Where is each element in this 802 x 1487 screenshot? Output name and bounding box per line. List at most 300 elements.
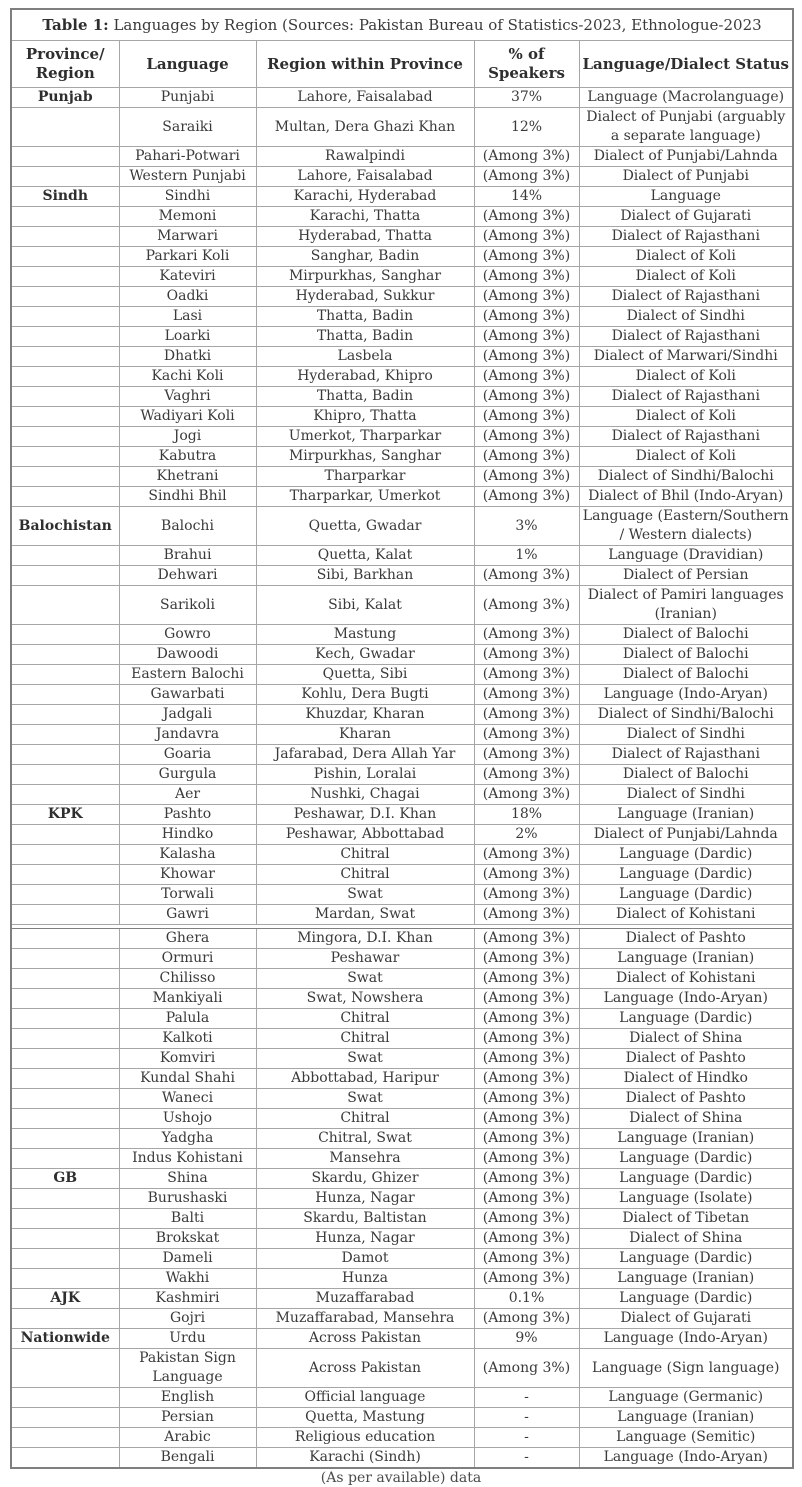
cell-province bbox=[11, 1109, 119, 1129]
cell-province bbox=[11, 1309, 119, 1329]
table-row bbox=[11, 929, 793, 949]
cell-status: Dialect of Rajasthani bbox=[579, 287, 793, 307]
cell-province bbox=[11, 1049, 119, 1069]
cell-region: Chitral bbox=[256, 865, 474, 885]
cell-pct: (Among 3%) bbox=[474, 1129, 579, 1149]
cell-province bbox=[11, 487, 119, 507]
cell-region: Swat bbox=[256, 1089, 474, 1109]
table-row bbox=[11, 1069, 793, 1089]
table-row bbox=[11, 227, 793, 247]
cell-pct: (Among 3%) bbox=[474, 685, 579, 705]
cell-status: Dialect of Balochi bbox=[579, 645, 793, 665]
table-row bbox=[11, 1149, 793, 1169]
table-row bbox=[11, 1169, 793, 1189]
cell-status: Dialect of Balochi bbox=[579, 765, 793, 785]
cell-language: Dameli bbox=[119, 1249, 256, 1269]
cell-language: Sindhi Bhil bbox=[119, 487, 256, 507]
cell-language: Dehwari bbox=[119, 566, 256, 586]
cell-province bbox=[11, 885, 119, 905]
cell-language: Komviri bbox=[119, 1049, 256, 1069]
cell-pct: (Among 3%) bbox=[474, 785, 579, 805]
table-row bbox=[11, 645, 793, 665]
cell-status: Language (Dardic) bbox=[579, 885, 793, 905]
cell-language: Kundal Shahi bbox=[119, 1069, 256, 1089]
table-row bbox=[11, 1049, 793, 1069]
cell-pct: (Among 3%) bbox=[474, 167, 579, 187]
cell-pct: (Among 3%) bbox=[474, 1169, 579, 1189]
cell-region: Sibi, Kalat bbox=[256, 586, 474, 625]
cell-pct: (Among 3%) bbox=[474, 885, 579, 905]
cell-language: Jandavra bbox=[119, 725, 256, 745]
cell-status: Dialect of Punjabi/Lahnda bbox=[579, 825, 793, 845]
cell-pct: (Among 3%) bbox=[474, 447, 579, 467]
cell-region: Damot bbox=[256, 1249, 474, 1269]
cell-province bbox=[11, 108, 119, 147]
table-row bbox=[11, 805, 793, 825]
cell-region: Quetta, Sibi bbox=[256, 665, 474, 685]
cell-region: Lahore, Faisalabad bbox=[256, 167, 474, 187]
cell-language: Ormuri bbox=[119, 949, 256, 969]
cell-region: Mirpurkhas, Sanghar bbox=[256, 267, 474, 287]
cell-status: Dialect of Kohistani bbox=[579, 969, 793, 989]
cell-pct: 18% bbox=[474, 805, 579, 825]
cell-province bbox=[11, 665, 119, 685]
cell-status: Dialect of Koli bbox=[579, 267, 793, 287]
cell-language: Dawoodi bbox=[119, 645, 256, 665]
cell-pct: (Among 3%) bbox=[474, 949, 579, 969]
cell-status: Language (Eastern/Southern / Western dialects) bbox=[579, 507, 793, 546]
table-row bbox=[11, 247, 793, 267]
table-row bbox=[11, 905, 793, 925]
cell-language: Western Punjabi bbox=[119, 167, 256, 187]
cell-pct: (Among 3%) bbox=[474, 725, 579, 745]
cell-pct: (Among 3%) bbox=[474, 1009, 579, 1029]
cell-province bbox=[11, 865, 119, 885]
cell-status: Dialect of Punjabi (arguably a separate language) bbox=[579, 108, 793, 147]
cell-language: Eastern Balochi bbox=[119, 665, 256, 685]
cell-language: Yadgha bbox=[119, 1129, 256, 1149]
cell-language: Gurgula bbox=[119, 765, 256, 785]
cell-region: Sanghar, Badin bbox=[256, 247, 474, 267]
cell-pct: (Among 3%) bbox=[474, 367, 579, 387]
cell-language: Chilisso bbox=[119, 969, 256, 989]
table-row bbox=[11, 1189, 793, 1209]
cell-region: Peshawar bbox=[256, 949, 474, 969]
cell-pct: (Among 3%) bbox=[474, 1249, 579, 1269]
table-row bbox=[11, 845, 793, 865]
cell-pct: (Among 3%) bbox=[474, 566, 579, 586]
table-row bbox=[11, 1388, 793, 1408]
cell-status: Language (Dardic) bbox=[579, 1009, 793, 1029]
cell-language: Balochi bbox=[119, 507, 256, 546]
cell-pct: (Among 3%) bbox=[474, 427, 579, 447]
cell-status: Language (Indo-Aryan) bbox=[579, 1329, 793, 1349]
table-row bbox=[11, 865, 793, 885]
cell-language: Burushaski bbox=[119, 1189, 256, 1209]
cell-region: Chitral, Swat bbox=[256, 1129, 474, 1149]
cell-status: Language (Semitic) bbox=[579, 1428, 793, 1448]
cell-region: Chitral bbox=[256, 1009, 474, 1029]
cell-status: Dialect of Rajasthani bbox=[579, 327, 793, 347]
cell-status: Language (Dardic) bbox=[579, 1149, 793, 1169]
cell-province bbox=[11, 685, 119, 705]
cell-status: Dialect of Shina bbox=[579, 1229, 793, 1249]
cell-region: Swat, Nowshera bbox=[256, 989, 474, 1009]
cell-status: Dialect of Sindhi/Balochi bbox=[579, 705, 793, 725]
cell-region: Lahore, Faisalabad bbox=[256, 88, 474, 108]
cell-pct: (Among 3%) bbox=[474, 1049, 579, 1069]
cell-province bbox=[11, 645, 119, 665]
column-header-language: Language bbox=[119, 41, 256, 88]
cell-language: Kachi Koli bbox=[119, 367, 256, 387]
cell-pct: (Among 3%) bbox=[474, 1149, 579, 1169]
cell-region: Swat bbox=[256, 885, 474, 905]
cell-province bbox=[11, 467, 119, 487]
cell-pct: (Among 3%) bbox=[474, 387, 579, 407]
cell-region: Khipro, Thatta bbox=[256, 407, 474, 427]
cell-language: Gawri bbox=[119, 905, 256, 925]
cell-region: Tharparkar, Umerkot bbox=[256, 487, 474, 507]
cell-region: Jafarabad, Dera Allah Yar bbox=[256, 745, 474, 765]
cell-status: Dialect of Persian bbox=[579, 566, 793, 586]
cell-region: Quetta, Mastung bbox=[256, 1408, 474, 1428]
cell-status: Dialect of Shina bbox=[579, 1109, 793, 1129]
table-row bbox=[11, 447, 793, 467]
table-row bbox=[11, 1269, 793, 1289]
cell-language: Sarikoli bbox=[119, 586, 256, 625]
cell-region: Pishin, Loralai bbox=[256, 765, 474, 785]
cell-province bbox=[11, 969, 119, 989]
table-row bbox=[11, 267, 793, 287]
cell-province bbox=[11, 387, 119, 407]
cell-province: Sindh bbox=[11, 187, 119, 207]
cell-language: Gawarbati bbox=[119, 685, 256, 705]
cell-status: Language (Isolate) bbox=[579, 1189, 793, 1209]
cell-language: Jadgali bbox=[119, 705, 256, 725]
table-row bbox=[11, 685, 793, 705]
cell-province bbox=[11, 1209, 119, 1229]
table-row bbox=[11, 1229, 793, 1249]
cell-status: Dialect of Pashto bbox=[579, 1089, 793, 1109]
cell-region: Tharparkar bbox=[256, 467, 474, 487]
cell-province bbox=[11, 1229, 119, 1249]
cell-province: GB bbox=[11, 1169, 119, 1189]
table-row bbox=[11, 989, 793, 1009]
cell-language: Mankiyali bbox=[119, 989, 256, 1009]
cell-province bbox=[11, 845, 119, 865]
cell-pct: (Among 3%) bbox=[474, 287, 579, 307]
cell-pct: - bbox=[474, 1388, 579, 1408]
cell-language: Hindko bbox=[119, 825, 256, 845]
table-row bbox=[11, 785, 793, 805]
cell-status: Language (Dravidian) bbox=[579, 546, 793, 566]
cell-pct: 2% bbox=[474, 825, 579, 845]
cell-region: Hunza bbox=[256, 1269, 474, 1289]
cell-language: Ushojo bbox=[119, 1109, 256, 1129]
cell-region: Hunza, Nagar bbox=[256, 1229, 474, 1249]
table-row bbox=[11, 1089, 793, 1109]
cell-pct: (Among 3%) bbox=[474, 1109, 579, 1129]
table-row bbox=[11, 387, 793, 407]
table-row bbox=[11, 1009, 793, 1029]
cell-status: Language (Macrolanguage) bbox=[579, 88, 793, 108]
table-row bbox=[11, 407, 793, 427]
table-row bbox=[11, 625, 793, 645]
cell-status: Language (Indo-Aryan) bbox=[579, 1448, 793, 1469]
cell-language: Punjabi bbox=[119, 88, 256, 108]
table-title-text: Languages by Region (Sources: Pakistan Bureau of Statistics-2023, Ethnologue-2023 bbox=[108, 15, 762, 34]
cell-region: Quetta, Gwadar bbox=[256, 507, 474, 546]
cell-status: Language (Iranian) bbox=[579, 1408, 793, 1428]
cell-province bbox=[11, 1349, 119, 1388]
cell-region: Skardu, Baltistan bbox=[256, 1209, 474, 1229]
table-row bbox=[11, 507, 793, 546]
cell-region: Kharan bbox=[256, 725, 474, 745]
languages-table bbox=[10, 8, 794, 1469]
cell-province bbox=[11, 929, 119, 949]
table-row bbox=[11, 147, 793, 167]
cell-region: Hyderabad, Thatta bbox=[256, 227, 474, 247]
cell-status: Language (Sign language) bbox=[579, 1349, 793, 1388]
cell-status: Dialect of Punjabi bbox=[579, 167, 793, 187]
cell-province bbox=[11, 1029, 119, 1049]
table-row bbox=[11, 427, 793, 447]
cell-region: Khuzdar, Kharan bbox=[256, 705, 474, 725]
cell-province bbox=[11, 347, 119, 367]
cell-status: Language (Iranian) bbox=[579, 805, 793, 825]
cell-pct: (Among 3%) bbox=[474, 1309, 579, 1329]
cell-region: Sibi, Barkhan bbox=[256, 566, 474, 586]
cell-pct: (Among 3%) bbox=[474, 765, 579, 785]
cell-language: Indus Kohistani bbox=[119, 1149, 256, 1169]
cell-pct: 14% bbox=[474, 187, 579, 207]
table-row bbox=[11, 287, 793, 307]
table-row bbox=[11, 1029, 793, 1049]
table-row bbox=[11, 1408, 793, 1428]
cell-status: Dialect of Sindhi bbox=[579, 725, 793, 745]
cell-province bbox=[11, 705, 119, 725]
column-header-province: Province/ Region bbox=[11, 41, 119, 88]
cell-language: Memoni bbox=[119, 207, 256, 227]
table-row bbox=[11, 765, 793, 785]
cell-region: Swat bbox=[256, 969, 474, 989]
column-header-region: Region within Province bbox=[256, 41, 474, 88]
table-row bbox=[11, 725, 793, 745]
cell-region: Muzaffarabad, Mansehra bbox=[256, 1309, 474, 1329]
cell-province bbox=[11, 207, 119, 227]
cell-province bbox=[11, 989, 119, 1009]
table-row bbox=[11, 1129, 793, 1149]
cell-pct: (Among 3%) bbox=[474, 347, 579, 367]
cell-region: Religious education bbox=[256, 1428, 474, 1448]
table-title-row bbox=[11, 9, 793, 41]
cell-language: Persian bbox=[119, 1408, 256, 1428]
table-row bbox=[11, 1249, 793, 1269]
cell-status: Dialect of Punjabi/Lahnda bbox=[579, 147, 793, 167]
cutoff-text-fragment: (As per available) data bbox=[320, 1470, 482, 1486]
cell-status: Dialect of Koli bbox=[579, 247, 793, 267]
cell-region: Mastung bbox=[256, 625, 474, 645]
cell-region: Mansehra bbox=[256, 1149, 474, 1169]
cell-pct: - bbox=[474, 1408, 579, 1428]
cell-status: Dialect of Marwari/Sindhi bbox=[579, 347, 793, 367]
cell-language: Waneci bbox=[119, 1089, 256, 1109]
cell-language: Gojri bbox=[119, 1309, 256, 1329]
cell-pct: 12% bbox=[474, 108, 579, 147]
cell-language: Pahari-Potwari bbox=[119, 147, 256, 167]
cell-pct: (Among 3%) bbox=[474, 1069, 579, 1089]
cell-province bbox=[11, 327, 119, 347]
cell-status: Dialect of Bhil (Indo-Aryan) bbox=[579, 487, 793, 507]
cell-region: Swat bbox=[256, 1049, 474, 1069]
cell-language: Loarki bbox=[119, 327, 256, 347]
column-header-pct: % of Speakers bbox=[474, 41, 579, 88]
cell-pct: (Among 3%) bbox=[474, 1029, 579, 1049]
cell-language: Kalkoti bbox=[119, 1029, 256, 1049]
cell-status: Language (Dardic) bbox=[579, 1249, 793, 1269]
cell-pct: (Among 3%) bbox=[474, 467, 579, 487]
table-row bbox=[11, 546, 793, 566]
cell-province: Punjab bbox=[11, 88, 119, 108]
cell-language: Goaria bbox=[119, 745, 256, 765]
cell-region: Kohlu, Dera Bugti bbox=[256, 685, 474, 705]
cell-status: Language (Iranian) bbox=[579, 1129, 793, 1149]
cell-status: Dialect of Tibetan bbox=[579, 1209, 793, 1229]
cell-region: Skardu, Ghizer bbox=[256, 1169, 474, 1189]
table-row bbox=[11, 825, 793, 845]
cell-pct: 0.1% bbox=[474, 1289, 579, 1309]
cell-region: Karachi, Hyderabad bbox=[256, 187, 474, 207]
cell-province bbox=[11, 1408, 119, 1428]
table-row bbox=[11, 327, 793, 347]
cell-region: Umerkot, Tharparkar bbox=[256, 427, 474, 447]
cell-status: Dialect of Balochi bbox=[579, 665, 793, 685]
cell-language: Arabic bbox=[119, 1428, 256, 1448]
table-title bbox=[11, 9, 793, 41]
cell-region: Nushki, Chagai bbox=[256, 785, 474, 805]
cell-region: Peshawar, D.I. Khan bbox=[256, 805, 474, 825]
cell-pct: (Among 3%) bbox=[474, 327, 579, 347]
cell-province bbox=[11, 566, 119, 586]
cell-status: Dialect of Pamiri languages (Iranian) bbox=[579, 586, 793, 625]
cell-status: Dialect of Koli bbox=[579, 367, 793, 387]
cell-language: Torwali bbox=[119, 885, 256, 905]
cell-language: Kateviri bbox=[119, 267, 256, 287]
table-row bbox=[11, 1309, 793, 1329]
cell-region: Kech, Gwadar bbox=[256, 645, 474, 665]
cell-status: Dialect of Gujarati bbox=[579, 207, 793, 227]
cell-pct: (Among 3%) bbox=[474, 905, 579, 925]
cell-region: Rawalpindi bbox=[256, 147, 474, 167]
cell-region: Lasbela bbox=[256, 347, 474, 367]
cell-language: Kashmiri bbox=[119, 1289, 256, 1309]
cell-pct: (Among 3%) bbox=[474, 147, 579, 167]
cell-pct: (Among 3%) bbox=[474, 267, 579, 287]
table-row bbox=[11, 187, 793, 207]
cell-pct: (Among 3%) bbox=[474, 865, 579, 885]
cell-language: Lasi bbox=[119, 307, 256, 327]
cell-province bbox=[11, 825, 119, 845]
cell-status: Language (Iranian) bbox=[579, 1269, 793, 1289]
cell-province bbox=[11, 949, 119, 969]
cell-region: Chitral bbox=[256, 1029, 474, 1049]
table-row bbox=[11, 1209, 793, 1229]
cell-language: Gowro bbox=[119, 625, 256, 645]
cell-province bbox=[11, 307, 119, 327]
cell-region: Mirpurkhas, Sanghar bbox=[256, 447, 474, 467]
cell-region: Mingora, D.I. Khan bbox=[256, 929, 474, 949]
cell-language: Ghera bbox=[119, 929, 256, 949]
cell-status: Dialect of Pashto bbox=[579, 1049, 793, 1069]
table-row bbox=[11, 467, 793, 487]
cell-language: Marwari bbox=[119, 227, 256, 247]
cell-language: Palula bbox=[119, 1009, 256, 1029]
cell-province bbox=[11, 745, 119, 765]
table-row bbox=[11, 207, 793, 227]
cell-pct: (Among 3%) bbox=[474, 1269, 579, 1289]
cell-province bbox=[11, 167, 119, 187]
cell-pct: (Among 3%) bbox=[474, 1349, 579, 1388]
cell-region: Across Pakistan bbox=[256, 1329, 474, 1349]
cell-region: Abbottabad, Haripur bbox=[256, 1069, 474, 1089]
table-row bbox=[11, 487, 793, 507]
table-row bbox=[11, 745, 793, 765]
cell-pct: (Among 3%) bbox=[474, 845, 579, 865]
table-row bbox=[11, 1448, 793, 1469]
cell-province bbox=[11, 1089, 119, 1109]
cell-pct: 3% bbox=[474, 507, 579, 546]
cell-language: Wadiyari Koli bbox=[119, 407, 256, 427]
table-row bbox=[11, 949, 793, 969]
table-row bbox=[11, 108, 793, 147]
cell-status: Dialect of Shina bbox=[579, 1029, 793, 1049]
cell-status: Language (Indo-Aryan) bbox=[579, 685, 793, 705]
table-row bbox=[11, 1428, 793, 1448]
cell-language: Aer bbox=[119, 785, 256, 805]
cell-region: Hyderabad, Sukkur bbox=[256, 287, 474, 307]
cell-province bbox=[11, 1448, 119, 1469]
cell-region: Muzaffarabad bbox=[256, 1289, 474, 1309]
cell-language: Brokskat bbox=[119, 1229, 256, 1249]
cell-province bbox=[11, 427, 119, 447]
table-row bbox=[11, 1289, 793, 1309]
cell-region: Hyderabad, Khipro bbox=[256, 367, 474, 387]
table-header-row bbox=[11, 41, 793, 88]
cell-province bbox=[11, 586, 119, 625]
cell-language: Saraiki bbox=[119, 108, 256, 147]
table-row bbox=[11, 885, 793, 905]
cell-province bbox=[11, 765, 119, 785]
cell-province bbox=[11, 546, 119, 566]
cell-status: Dialect of Pashto bbox=[579, 929, 793, 949]
cell-province: Nationwide bbox=[11, 1329, 119, 1349]
cell-province bbox=[11, 227, 119, 247]
cell-province: Balochistan bbox=[11, 507, 119, 546]
cell-status: Dialect of Rajasthani bbox=[579, 427, 793, 447]
cell-region: Multan, Dera Ghazi Khan bbox=[256, 108, 474, 147]
cell-province bbox=[11, 905, 119, 925]
cell-pct: (Among 3%) bbox=[474, 1189, 579, 1209]
cell-status: Dialect of Koli bbox=[579, 407, 793, 427]
cell-language: Pakistan Sign Language bbox=[119, 1349, 256, 1388]
cell-region: Mardan, Swat bbox=[256, 905, 474, 925]
table-row bbox=[11, 307, 793, 327]
cell-language: Wakhi bbox=[119, 1269, 256, 1289]
cell-province bbox=[11, 1149, 119, 1169]
table-row bbox=[11, 88, 793, 108]
cell-province: AJK bbox=[11, 1289, 119, 1309]
cell-language: Bengali bbox=[119, 1448, 256, 1469]
